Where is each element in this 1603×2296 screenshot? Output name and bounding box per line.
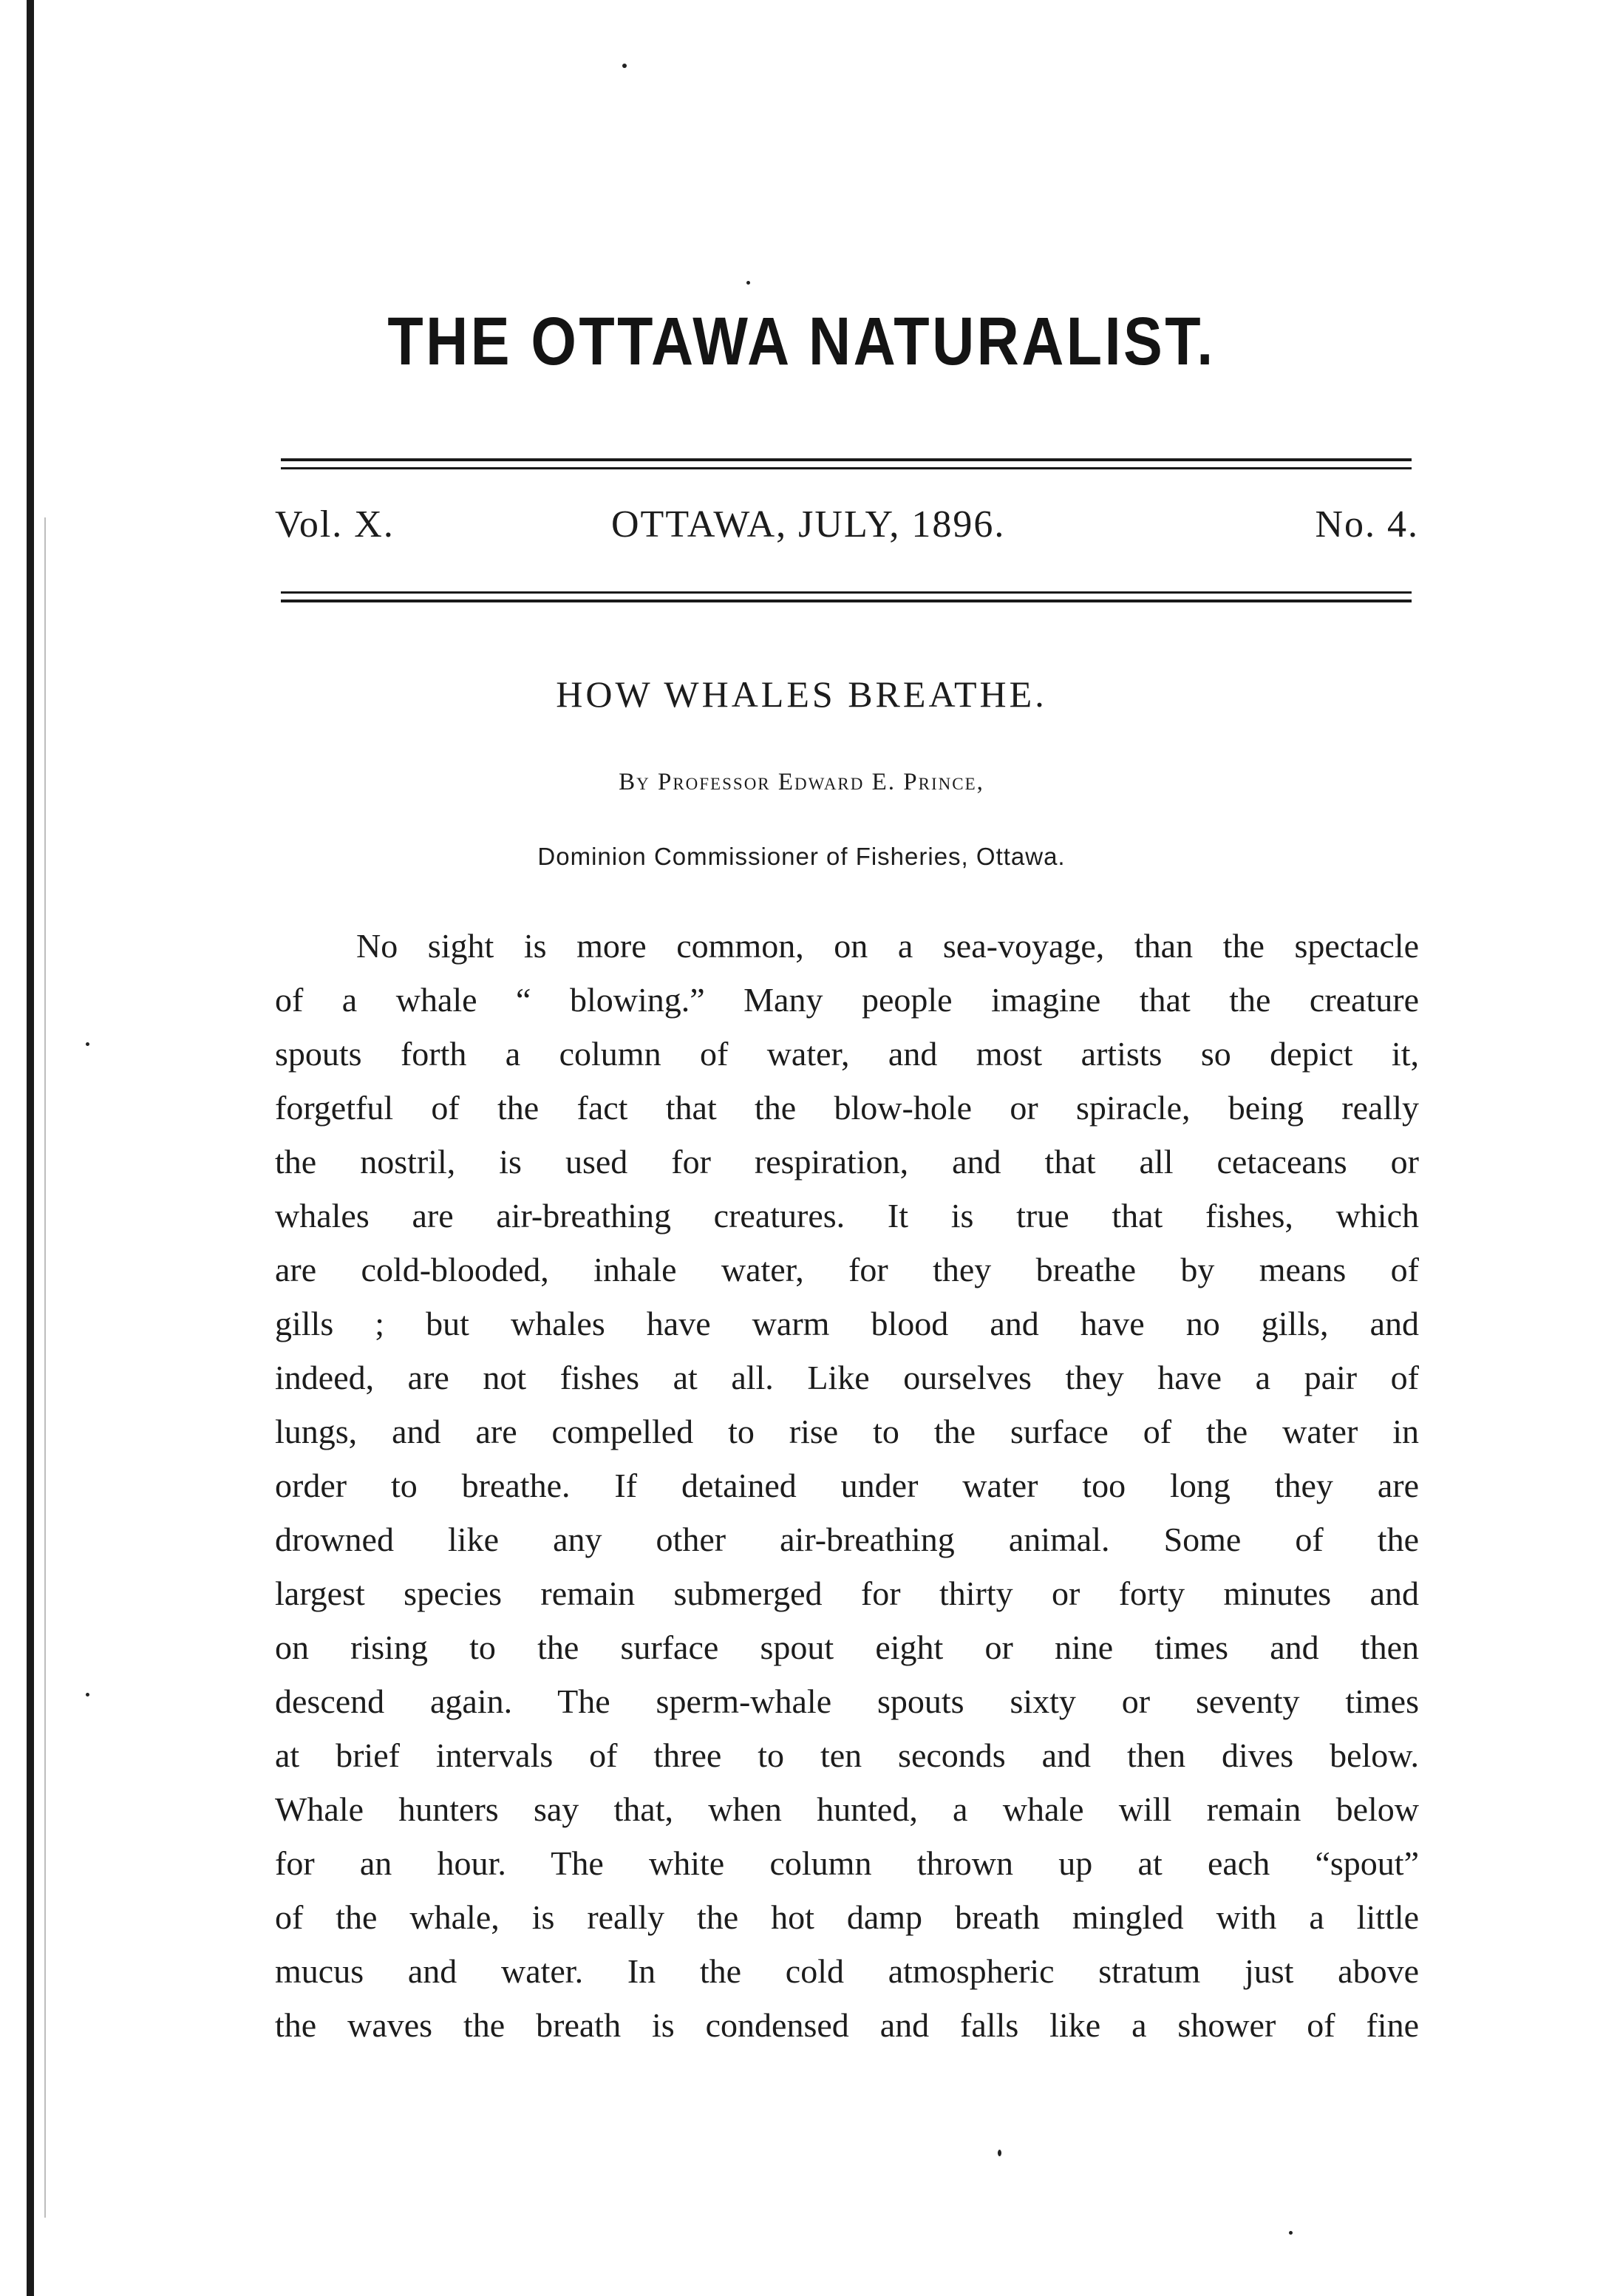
body-line: spouts forth a column of water, and most artists so depict it, — [275, 1035, 1419, 1073]
body-line: mucus and water. In the cold atmospheric stratum just above — [275, 1952, 1419, 1990]
body-line: forgetful of the fact that the blow-hole or spiracle, being really — [275, 1089, 1419, 1127]
body-line: largest species remain submerged for thirty or forty minutes and — [275, 1575, 1419, 1612]
body-line: indeed, are not fishes at all. Like ourselves they have a pair of — [275, 1359, 1419, 1396]
issue-number: No. 4. — [1315, 503, 1419, 546]
volume-label: Vol. X. — [275, 503, 395, 546]
body-line: order to breathe. If detained under water too long they are — [275, 1467, 1419, 1504]
author-affiliation: Dominion Commissioner of Fisheries, Ottawa. — [537, 843, 1066, 870]
body-line: the nostril, is used for respiration, and that all cetaceans or — [275, 1143, 1419, 1181]
body-line: descend again. The sperm-whale spouts sixty or seventy times — [275, 1682, 1419, 1720]
print-speck — [746, 281, 750, 285]
body-line: of the whale, is really the hot damp breath mingled with a little — [275, 1898, 1419, 1936]
body-line: are cold-blooded, inhale water, for they breathe by means of — [275, 1251, 1419, 1288]
body-line: for an hour. The white column thrown up at each “spout” — [275, 1844, 1419, 1882]
print-speck — [622, 64, 627, 68]
body-line: whales are air-breathing creatures. It is true that fishes, which — [275, 1197, 1419, 1234]
journal-title: THE OTTAWA NATURALIST. — [387, 304, 1216, 379]
body-line: drowned like any other air-breathing animal. Some of the — [275, 1521, 1419, 1558]
bottom-double-rule — [281, 591, 1412, 606]
body-line: lungs, and are compelled to rise to the surface of the water in — [275, 1413, 1419, 1450]
print-speck — [86, 1042, 89, 1046]
article-title: HOW WHALES BREATHE. — [556, 673, 1047, 715]
top-double-rule — [281, 458, 1412, 473]
body-line: on rising to the surface spout eight or nine times and then — [275, 1628, 1419, 1666]
issue-line — [275, 503, 1419, 562]
body-line: Whale hunters say that, when hunted, a whale will remain below — [275, 1790, 1419, 1828]
article-byline: By Professor Edward E. Prince, — [619, 769, 984, 795]
print-speck — [86, 1693, 89, 1696]
binding-edge — [27, 0, 34, 2296]
body-line: of a whale “ blowing.” Many people imagine that the creature — [275, 981, 1419, 1019]
place-date: OTTAWA, JULY, 1896. — [611, 503, 1006, 546]
print-speck — [998, 2150, 1001, 2156]
article-body — [275, 919, 1419, 2052]
body-line: gills ; but whales have warm blood and have no gills, and — [275, 1305, 1419, 1342]
body-line: No sight is more common, on a sea-voyage, than the spectacle — [356, 927, 1419, 965]
print-speck — [1289, 2231, 1293, 2235]
body-line: at brief intervals of three to ten seconds and then dives below. — [275, 1736, 1419, 1774]
body-line: the waves the breath is condensed and falls like a shower of fine — [275, 2006, 1419, 2044]
